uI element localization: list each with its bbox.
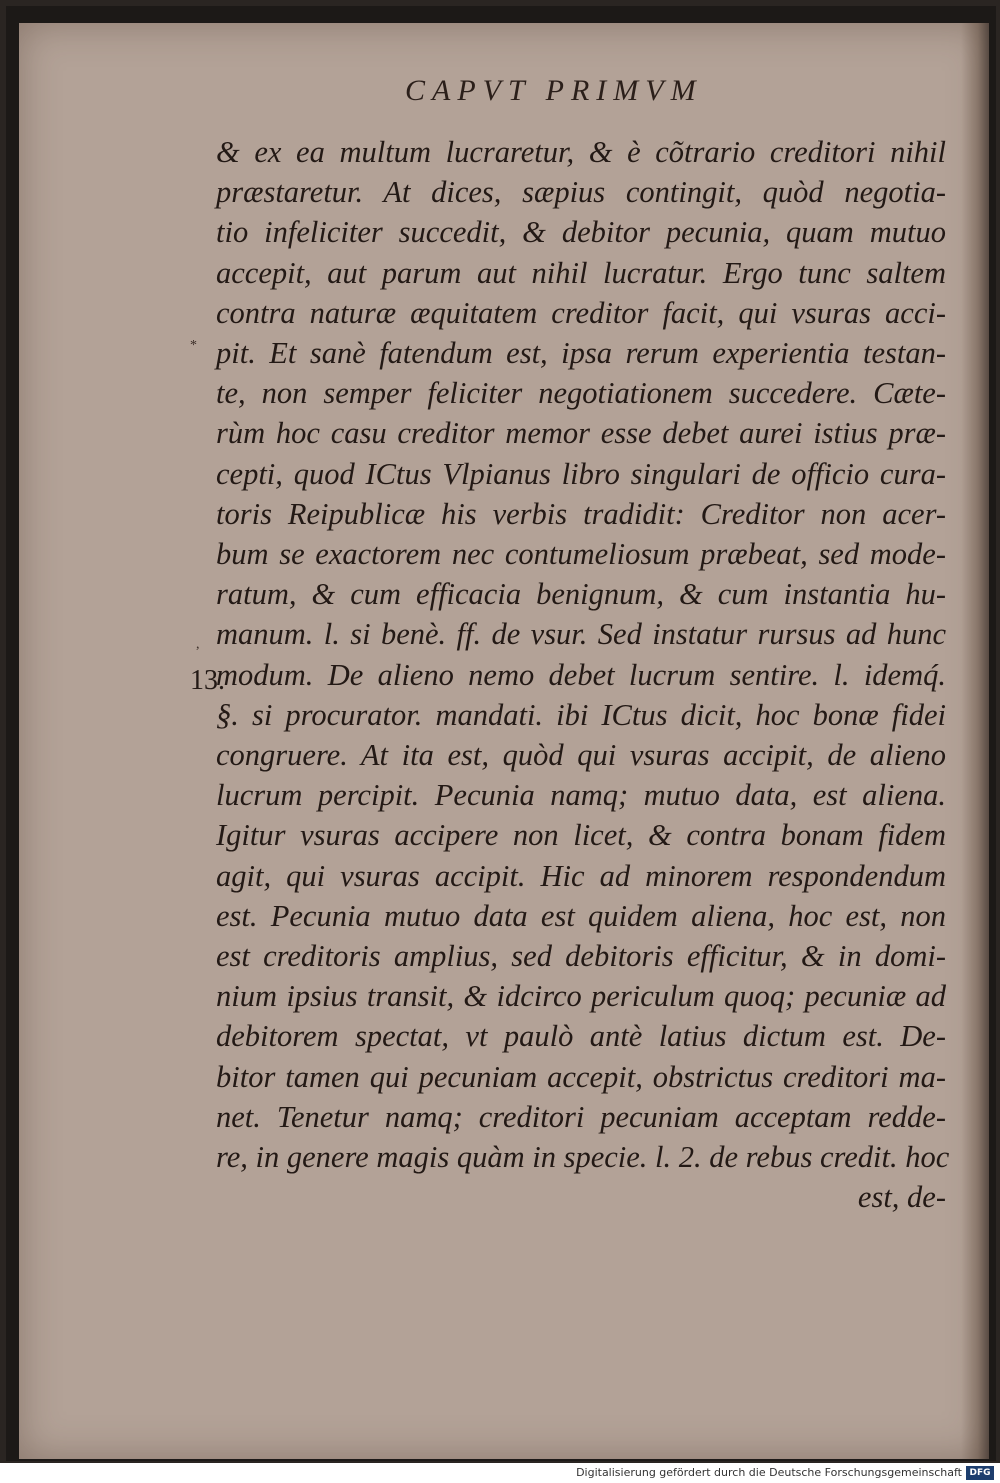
text-line: te, non semper feliciter negotiationem succedere. Cæte- — [216, 376, 946, 411]
text-line: cepti, quod ICtus Vlpianus libro singulari de officio cura- — [216, 456, 946, 491]
text-line: est creditoris amplius, sed debitoris efficitur, & in domi- — [216, 939, 946, 974]
text-line: modum. De alieno nemo debet lucrum sentire. l. idemq́. — [216, 657, 946, 692]
running-head: CAPVT PRIMVM — [405, 74, 703, 107]
text-line: agit, qui vsuras accipit. Hic ad minorem respondendum — [216, 858, 946, 893]
funding-credit: Digitalisierung gefördert durch die Deutsche Forschungsgemeinschaft — [576, 1466, 962, 1479]
text-line: re, in genere magis quàm in specie. l. 2. de rebus credit. hoc — [216, 1140, 950, 1175]
text-line: §. si procurator. mandati. ibi ICtus dicit, hoc bonæ fidei — [216, 697, 946, 732]
text-line: nium ipsius transit, & idcirco periculum quoq; pecuniæ ad — [216, 979, 946, 1014]
text-line: manum. l. si benè. ff. de vsur. Sed instatur rursus ad hunc — [216, 617, 946, 652]
text-line: net. Tenetur namq; creditori pecuniam acceptam redde- — [216, 1099, 946, 1134]
margin-mark: , — [196, 637, 200, 652]
dfg-logo: DFG — [966, 1466, 994, 1480]
text-line: rùm hoc casu creditor memor esse debet aurei istius præ- — [216, 416, 946, 451]
text-line: debitorem spectat, vt paulò antè latius dictum est. De- — [216, 1019, 946, 1054]
text-line: bitor tamen qui pecuniam accepit, obstrictus creditori ma- — [216, 1059, 946, 1094]
marginal-number: 13. — [190, 665, 225, 696]
text-line: & ex ea multum lucraretur, & è cõtrario creditori nihil — [216, 135, 946, 169]
text-line: est. Pecunia mutuo data est quidem aliena, hoc est, non — [216, 898, 946, 933]
text-line: tio infeliciter succedit, & debitor pecunia, quam mutuo — [216, 215, 946, 250]
margin-mark: * — [190, 338, 197, 353]
text-line: congruere. At ita est, quòd qui vsuras accipit, de alieno — [216, 738, 946, 773]
text-line: præstaretur. At dices, sæpius contingit, quòd negotia- — [216, 175, 946, 210]
text-line: bum se exactorem nec contumeliosum præbeat, sed mode- — [216, 537, 946, 572]
text-line: ratum, & cum efficacia benignum, & cum instantia hu- — [216, 577, 946, 612]
body-text — [216, 132, 950, 1217]
text-line: pit. Et sanè fatendum est, ipsa rerum experientia testan- — [216, 336, 946, 371]
catchword: est, de- — [857, 1180, 946, 1215]
text-line: Igitur vsuras accipere non licet, & contra bonam fidem — [216, 818, 946, 853]
text-line: contra naturæ æquitatem creditor facit, qui vsuras acci- — [216, 295, 946, 330]
text-line: toris Reipublicæ his verbis tradidit: Creditor non acer- — [216, 496, 946, 531]
page-edge-shadow — [961, 23, 989, 1459]
text-line: lucrum percipit. Pecunia namq; mutuo data, est aliena. — [216, 778, 946, 813]
footer-bar — [0, 1463, 1000, 1483]
text-line: accepit, aut parum aut nihil lucratur. Ergo tunc saltem — [216, 255, 946, 290]
